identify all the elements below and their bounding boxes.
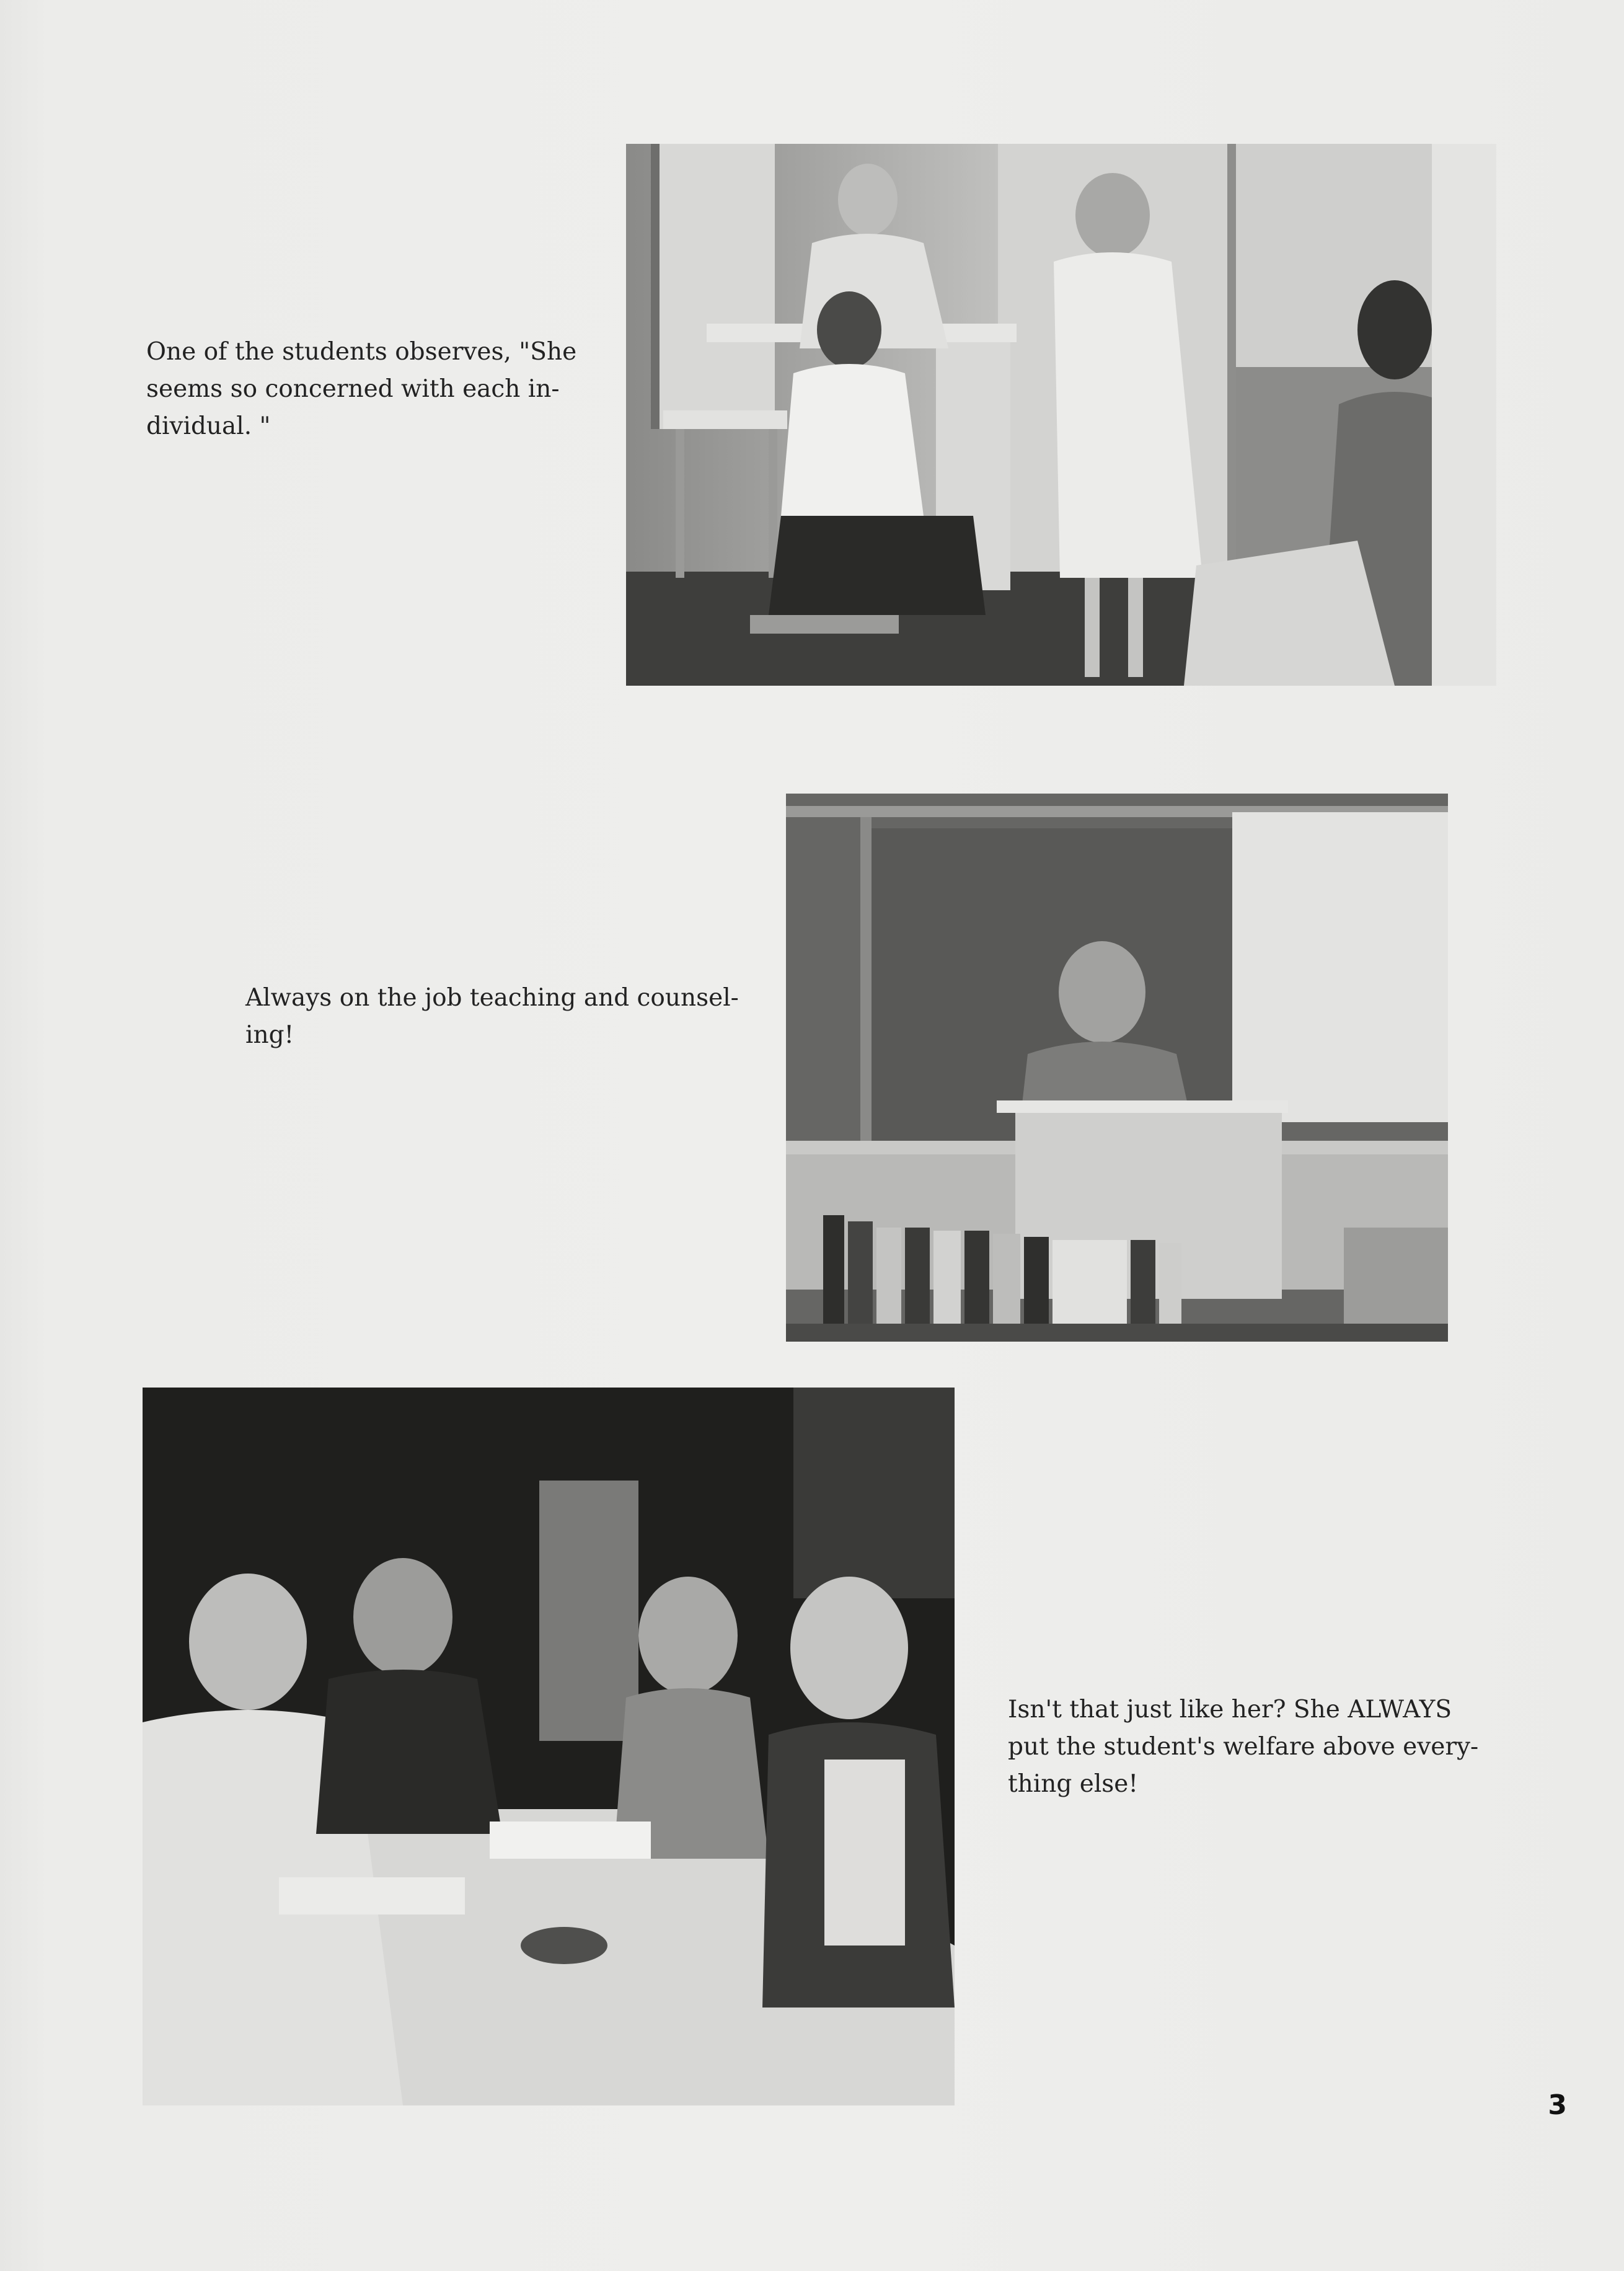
caption-line: thing else!: [1008, 1770, 1139, 1798]
caption-line: ing!: [245, 1021, 294, 1049]
photo-lectern-image: [786, 794, 1448, 1342]
caption-line: One of the students observes, "She: [146, 338, 577, 366]
photo-lunch-image: [143, 1388, 955, 2105]
caption-line: Isn't that just like her? She ALWAYS: [1008, 1696, 1452, 1724]
caption-teaching-counseling: [245, 980, 739, 1054]
photo-teacher-at-lectern: [786, 794, 1448, 1342]
caption-line: seems so concerned with each in-: [146, 375, 560, 403]
photo-classroom-consultation: [626, 144, 1496, 686]
caption-student-welfare: [1008, 1691, 1478, 1803]
photo-classroom-image: [626, 144, 1496, 686]
caption-line: dividual. ": [146, 412, 271, 440]
page-number: 3: [1548, 2089, 1567, 2121]
caption-individual-concern: [146, 334, 576, 445]
photo-lunch-table: [143, 1388, 955, 2105]
caption-line: put the student's welfare above every-: [1008, 1733, 1479, 1761]
caption-line: Always on the job teaching and counsel-: [245, 984, 739, 1012]
